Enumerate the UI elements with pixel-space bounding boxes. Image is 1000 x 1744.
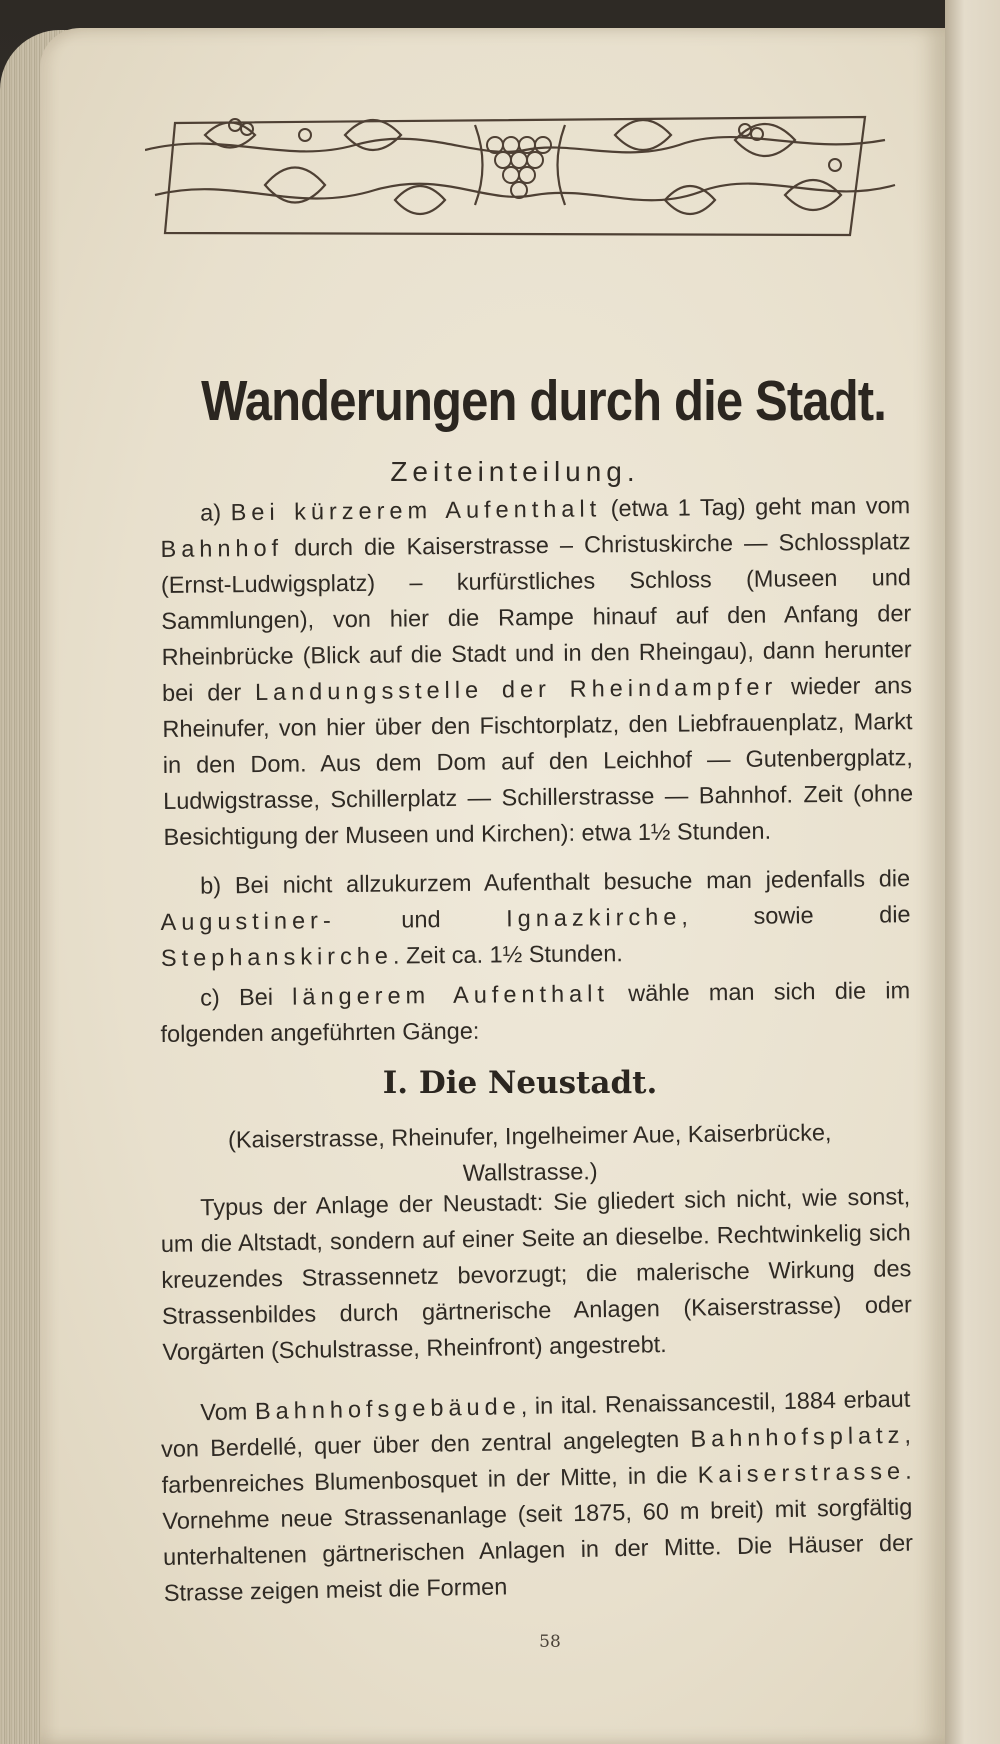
- paragraph-a: [160, 487, 914, 855]
- text-run: durch die Kaiserstrasse – Christuskirche — Schlossplatz (Ernst-Ludwigsplatz) – kurfürstliches Schloss (Museen und Sammlungen), von hier die Rampe hinauf auf den Anfang der Rheinbrücke (Blick auf die Stadt und in den Rheingau), dann herunter bei der: [160, 528, 912, 706]
- text-run: . Zeit ca. 1½ Stunden.: [392, 940, 623, 969]
- emphasis-text: Stephanskirche: [160, 942, 394, 971]
- emphasis-text: Augustiner-: [160, 907, 336, 935]
- text-run: c) Bei: [200, 983, 293, 1011]
- emphasis-text: Ignazkirche: [506, 903, 682, 932]
- text-run: , sowie die: [681, 901, 911, 930]
- grapevine-ornament-icon: [145, 105, 900, 240]
- page-title: Wanderungen durch die Stadt.: [201, 369, 887, 433]
- page-number: 58: [539, 1632, 561, 1652]
- emphasis-text: Bei kürzerem Aufenthalt: [230, 495, 602, 526]
- emphasis-text: Landungsstelle der Rheindampfer: [254, 673, 778, 706]
- section-subheading: (Kaiserstrasse, Rheinufer, Ingelheimer Aue, Kaiserbrücke, Wallstrasse.): [227, 1119, 832, 1186]
- text-run: Vom: [200, 1398, 256, 1426]
- text-run: , in ital. Renaissancestil, 1884 erbaut von Berdellé, quer über den zentral angelegten: [160, 1385, 911, 1462]
- paragraph-c: [160, 972, 911, 1052]
- emphasis-text: Bahnhofsplatz: [690, 1421, 905, 1452]
- section-subtitle: Zeiteinteilung.: [390, 456, 640, 487]
- text-run: , farbenreiches Blumenbosquet in der Mitte, in die: [161, 1421, 912, 1498]
- paragraph-typus: [160, 1178, 913, 1370]
- text-run: Typus der Anlage der Neustadt: Sie gliedert sich nicht, wie sonst, um die Altstadt, sondern auf einer Seite an dieselbe. Rechtwinkelig sich kreuzendes Strassennetz bevorzugt; die malerische Wirkung des Strassenbildes durch gärtnerische Anlagen (Kaiserstrasse) oder Vorgärten (Schulstrasse, Rheinfront) angestrebt.: [160, 1183, 913, 1365]
- next-page-edge: [945, 0, 1000, 1744]
- emphasis-text: längerem Aufenthalt: [292, 980, 610, 1010]
- paragraph-vom: [160, 1381, 914, 1611]
- emphasis-text: Kaiserstrasse: [697, 1457, 906, 1488]
- text-run: b) Bei nicht allzukurzem Aufenthalt besuche man jedenfalls die: [200, 865, 911, 899]
- paragraph-b: [160, 860, 911, 976]
- text-run: (etwa 1 Tag) geht man vom: [601, 492, 911, 522]
- text-run: wähle man sich die im folgenden angeführten Gänge:: [160, 977, 911, 1047]
- text-run: und: [335, 905, 507, 934]
- emphasis-text: Bahnhof: [160, 534, 284, 562]
- text-run: . Vornehme neue Strassenanlage (seit 1875, 60 m breit) mit sorgfältig unterhaltenen gärtnerischen Anlagen in der Mitte. Die Häuser der Strasse zeigen meist die Formen: [162, 1457, 914, 1606]
- text-run: a): [200, 499, 231, 526]
- section-heading: I. Die Neustadt.: [382, 1065, 658, 1101]
- emphasis-text: Bahnhofsgebäude: [254, 1393, 521, 1425]
- text-run: wieder ans Rheinufer, von hier über den Fischtorplatz, den Liebfrauenplatz, Markt in den Dom. Aus dem Dom auf den Leichhof — Gutenbergplatz, Ludwigstrasse, Schillerplatz — Schillerstrasse — Bahnhof. Zeit (ohne Besichtigung der Museen und Kirchen): etwa 1½ Stunden.: [162, 672, 914, 850]
